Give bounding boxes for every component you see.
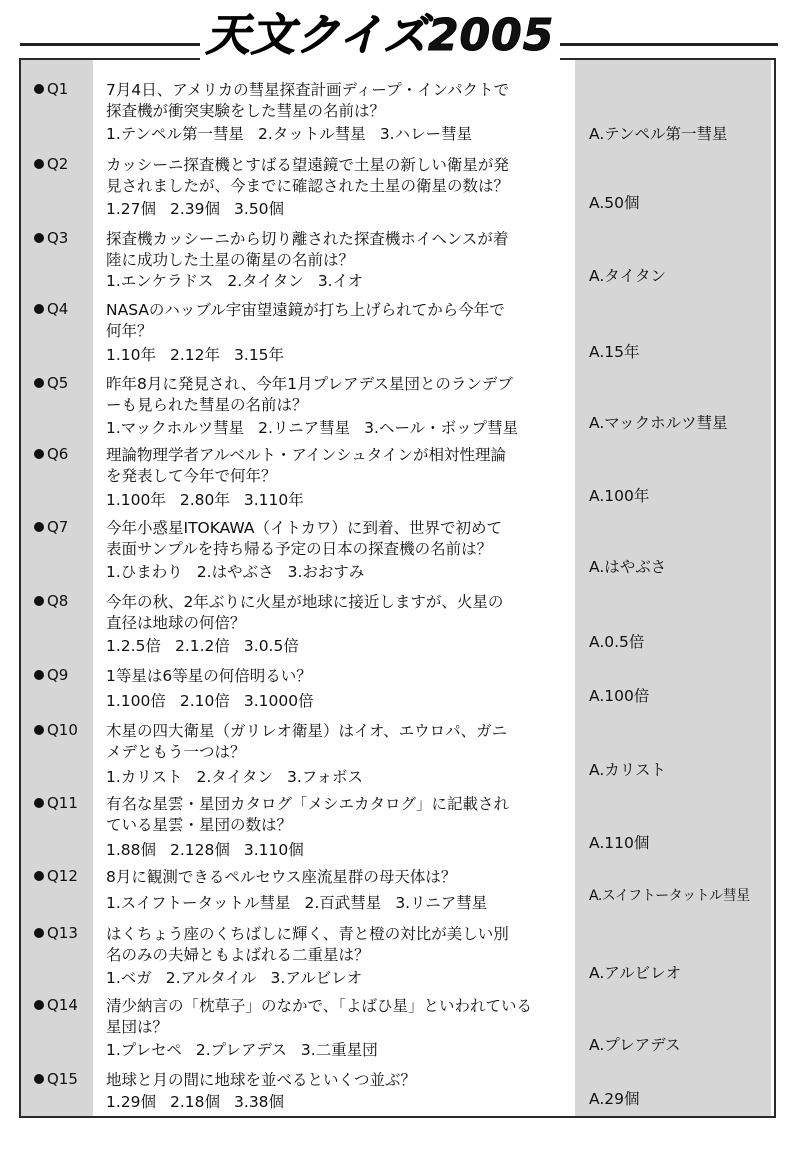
choice-option: 3.イオ	[317, 272, 364, 290]
page-title: 天文クイズ2005	[200, 0, 561, 63]
choices	[106, 891, 501, 913]
question-line: ーも見られた彗星の名前は？	[106, 396, 308, 414]
question-text	[106, 794, 566, 836]
question-line: 8月に観測できるペルセウス座流星群の母天体は？	[106, 868, 457, 886]
question-number	[34, 924, 78, 942]
choices	[106, 838, 318, 860]
bullet-dot-icon	[34, 522, 44, 532]
choice-option: 3.フォボス	[286, 768, 363, 786]
bullet-dot-icon	[34, 725, 44, 735]
question-line: 清少納言の「枕草子」のなかで、「よばひ星」といわれている	[106, 997, 532, 1015]
choices	[106, 488, 318, 510]
question-text	[106, 924, 566, 966]
bullet-dot-icon	[34, 84, 44, 94]
choice-option: 2.タイタン	[196, 768, 273, 786]
question-line: 有名な星雲・星団カタログ「メシエカタログ」に記載され	[106, 795, 510, 813]
choice-option: 2.128個	[170, 841, 230, 859]
question-number-label: Q11	[47, 794, 78, 812]
question-line: 今年小惑星ITOKAWA（イトカワ）に到着、世界で初めて	[106, 519, 503, 537]
bullet-dot-icon	[34, 798, 44, 808]
question-text	[106, 80, 566, 122]
question-number-label: Q4	[47, 300, 69, 318]
answer-text: A.テンペル第一彗星	[589, 125, 728, 143]
choice-option: 3.15年	[234, 346, 285, 364]
bullet-dot-icon	[34, 1000, 44, 1010]
choice-option: 3.ハレー彗星	[379, 125, 473, 143]
choice-option: 3.110年	[243, 491, 304, 509]
answer-text: A.タイタン	[589, 267, 666, 285]
choice-option: 3.アルビレオ	[270, 969, 363, 987]
question-text	[106, 374, 566, 416]
question-line: 名のみの夫婦ともよばれる二重星は？	[106, 946, 370, 964]
choice-option: 3.1000倍	[243, 692, 314, 710]
question-number-label: Q9	[47, 666, 69, 684]
choice-option: 1.100倍	[106, 692, 166, 710]
answer-text: A.110個	[589, 834, 650, 852]
question-text	[106, 996, 566, 1038]
choice-option: 2.18個	[170, 1093, 221, 1111]
choice-option: 3.おおすみ	[287, 563, 365, 581]
choice-option: 1.29個	[106, 1093, 157, 1111]
choice-option: 2.はやぶさ	[196, 563, 274, 581]
question-line: 今年の秋、2年ぶりに火星が地球に接近しますが、火星の	[106, 593, 504, 611]
choice-option: 2.タットル彗星	[258, 125, 366, 143]
bullet-dot-icon	[34, 928, 44, 938]
answer-text: A.アルビレオ	[589, 964, 682, 982]
choice-option: 3.リニア彗星	[395, 894, 488, 912]
question-line: 直径は地球の何倍？	[106, 614, 246, 632]
question-line: 見されましたが、今までに確認された土星の衛星の数は？	[106, 177, 510, 195]
question-line: 7月4日、アメリカの彗星探査計画ディープ・インパクトで	[106, 81, 510, 99]
choices	[106, 197, 298, 219]
choice-option: 3.二重星団	[300, 1041, 378, 1059]
question-line: カッシーニ探査機とすばる望遠鏡で土星の新しい衛星が発	[106, 156, 509, 174]
choice-option: 1.88個	[106, 841, 157, 859]
choice-option: 2.12年	[170, 346, 221, 364]
question-number-label: Q10	[47, 721, 78, 739]
answer-text: A.100倍	[589, 687, 650, 705]
choice-option: 1.10年	[106, 346, 157, 364]
choices	[106, 343, 298, 365]
question-text	[106, 155, 566, 197]
question-text	[106, 445, 566, 487]
question-number	[34, 721, 78, 739]
question-number	[34, 229, 68, 247]
choices	[106, 765, 377, 787]
question-number	[34, 1070, 78, 1088]
bullet-dot-icon	[34, 871, 44, 881]
bullet-dot-icon	[34, 378, 44, 388]
question-number	[34, 518, 68, 536]
question-line: NASAのハッブル宇宙望遠鏡が打ち上げられてから今年で	[106, 301, 505, 319]
question-number	[34, 374, 68, 392]
question-number-label: Q14	[47, 996, 78, 1014]
choice-option: 3.0.5倍	[243, 637, 299, 655]
question-line: を発表して今年で何年？	[106, 467, 277, 485]
question-line: 探査機カッシーニから切り離された探査機ホイヘンスが着	[106, 230, 509, 248]
choice-option: 2.80年	[179, 491, 230, 509]
question-number-label: Q3	[47, 229, 69, 247]
answer-text: A.マックホルツ彗星	[589, 414, 728, 432]
question-line: 何年？	[106, 322, 153, 340]
question-number-label: Q5	[47, 374, 69, 392]
choice-option: 2.39個	[170, 200, 221, 218]
answer-text: A.100年	[589, 487, 650, 505]
question-text	[106, 592, 566, 634]
question-line: 地球と月の間に地球を並べるといくつ並ぶ？	[106, 1071, 417, 1089]
question-line: 昨年8月に発見され、今年1月プレアデス星団とのランデブ	[106, 375, 513, 393]
question-line: 表面サンプルを持ち帰る予定の日本の探査機の名前は？	[106, 540, 493, 558]
title-rule-right	[560, 43, 778, 46]
choices	[106, 560, 378, 582]
title-container	[190, 6, 570, 61]
choice-option: 2.プレアデス	[195, 1041, 287, 1059]
bullet-dot-icon	[34, 670, 44, 680]
choices	[106, 966, 376, 988]
question-number-label: Q13	[47, 924, 78, 942]
choice-option: 1.スイフトータットル彗星	[106, 894, 291, 912]
bullet-dot-icon	[34, 233, 44, 243]
question-line: ている星雲・星団の数は？	[106, 816, 293, 834]
question-number-label: Q1	[47, 80, 69, 98]
choice-option: 1.ひまわり	[106, 563, 183, 581]
question-number	[34, 445, 68, 463]
choice-option: 2.百武彗星	[304, 894, 382, 912]
choice-option: 1.エンケラドス	[106, 272, 214, 290]
choices	[106, 1038, 392, 1060]
bullet-dot-icon	[34, 449, 44, 459]
question-number-label: Q2	[47, 155, 69, 173]
question-number-label: Q7	[47, 518, 69, 536]
choice-option: 1.2.5倍	[106, 637, 161, 655]
question-number	[34, 155, 68, 173]
choice-option: 3.50個	[234, 200, 285, 218]
choice-option: 1.プレセペ	[106, 1041, 182, 1059]
answer-text: A.はやぶさ	[589, 558, 667, 576]
choice-option: 2.1.2倍	[174, 637, 230, 655]
question-text	[106, 518, 566, 560]
question-text	[106, 721, 566, 763]
choice-option: 1.カリスト	[106, 768, 183, 786]
question-line: はくちょう座のくちばしに輝く、青と橙の対比が美しい別	[106, 925, 509, 943]
question-text	[106, 229, 566, 271]
choices	[106, 689, 328, 711]
title-rule-left	[20, 43, 200, 46]
choices	[106, 122, 486, 144]
answer-text: A.29個	[589, 1090, 640, 1108]
choice-option: 1.ベガ	[106, 969, 152, 987]
choice-option: 3.ヘール・ボップ彗星	[364, 419, 519, 437]
question-number-label: Q15	[47, 1070, 78, 1088]
question-text	[106, 867, 566, 888]
question-number-label: Q12	[47, 867, 78, 885]
question-number	[34, 867, 78, 885]
question-line: メデともう一つは？	[106, 743, 246, 761]
question-number	[34, 996, 78, 1014]
choice-option: 1.27個	[106, 200, 157, 218]
question-text	[106, 666, 566, 687]
question-line: 星団は？	[106, 1018, 169, 1036]
answer-text: A.0.5倍	[589, 633, 645, 651]
choice-option: 1.テンペル第一彗星	[106, 125, 245, 143]
answer-text: A.プレアデス	[589, 1036, 681, 1054]
question-text	[106, 1070, 566, 1091]
choice-option: 2.リニア彗星	[258, 419, 351, 437]
choice-option: 3.110個	[243, 841, 304, 859]
choice-option: 1.100年	[106, 491, 166, 509]
question-line: 木星の四大衛星（ガリレオ衛星）はイオ、エウロパ、ガニ	[106, 722, 508, 740]
question-number	[34, 794, 78, 812]
choice-option: 1.マックホルツ彗星	[106, 419, 245, 437]
question-line: 陸に成功した土星の衛星の名前は？	[106, 251, 355, 269]
bullet-dot-icon	[34, 596, 44, 606]
choices	[106, 416, 532, 438]
answer-text: A.スイフトータットル彗星	[589, 888, 750, 904]
question-line: 1等星は6等星の何倍明るい？	[106, 667, 312, 685]
choice-option: 2.タイタン	[227, 272, 304, 290]
question-number-label: Q6	[47, 445, 69, 463]
choice-option: 2.アルタイル	[165, 969, 257, 987]
choices	[106, 634, 313, 656]
answer-text: A.50個	[589, 194, 640, 212]
question-number	[34, 592, 68, 610]
answer-text: A.15年	[589, 343, 640, 361]
bullet-dot-icon	[34, 304, 44, 314]
answer-text: A.カリスト	[589, 761, 666, 779]
question-number	[34, 666, 68, 684]
bullet-dot-icon	[34, 159, 44, 169]
question-line: 探査機が衝突実験をした彗星の名前は？	[106, 102, 386, 120]
question-number-label: Q8	[47, 592, 69, 610]
bullet-dot-icon	[34, 1074, 44, 1084]
choices	[106, 269, 377, 291]
choices	[106, 1090, 298, 1112]
question-number	[34, 300, 68, 318]
choice-option: 3.38個	[234, 1093, 285, 1111]
question-text	[106, 300, 566, 342]
choice-option: 2.10倍	[179, 692, 230, 710]
question-line: 理論物理学者アルベルト・アインシュタインが相対性理論	[106, 446, 506, 464]
question-number	[34, 80, 68, 98]
